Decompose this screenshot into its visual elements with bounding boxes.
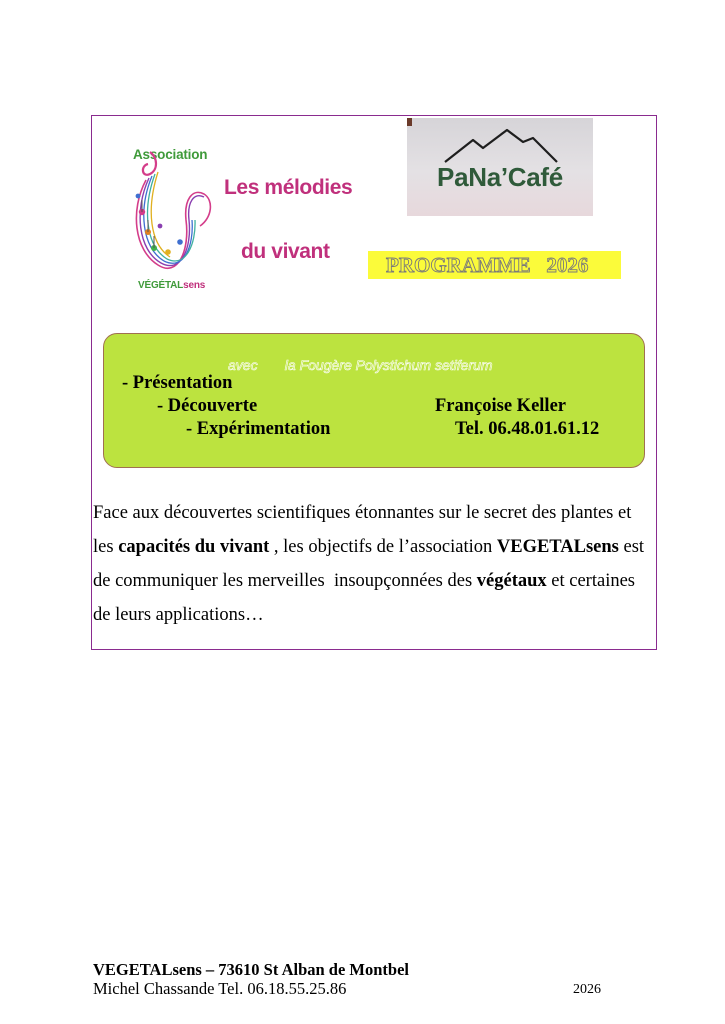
intro-paragraph xyxy=(93,496,653,632)
photo-corner-accent xyxy=(407,118,412,126)
logo-sens-part: sens xyxy=(183,280,206,291)
program-item-experimentation: - Expérimentation xyxy=(186,419,331,439)
mountain-icon xyxy=(443,128,559,164)
footer-year: 2026 xyxy=(573,982,601,997)
intro-text-3: est de communiquer les merveilles insoupçonnées des xyxy=(93,537,649,591)
footer-contact: Michel Chassande Tel. 06.18.55.25.86 xyxy=(93,979,347,998)
title-line-1: Les mélodies xyxy=(224,176,353,199)
pana-cafe-name: PaNa’Café xyxy=(437,162,563,192)
programme-banner xyxy=(368,251,621,279)
intro-text-1: Face aux découvertes scientifiques étonnantes sur le secret des plantes et les xyxy=(93,503,632,557)
footer-organization: VEGETALsens – 73610 St Alban de Montbel xyxy=(93,960,409,979)
title-line-2: du vivant xyxy=(241,240,330,263)
contact-phone: Tel. 06.48.01.61.12 xyxy=(455,419,600,439)
program-subtitle: avec la Fougère Polystichum setiferum xyxy=(228,357,493,373)
intro-text-4: et certaines de leurs applications… xyxy=(93,571,635,625)
pana-cafe-logo xyxy=(407,118,593,216)
logo-vegetalsens-text xyxy=(138,280,205,291)
programme-banner-text: PROGRAMME 2026 xyxy=(386,253,589,277)
intro-text-2: , les objectifs de l’association xyxy=(269,537,497,557)
contact-name: Françoise Keller xyxy=(435,396,566,416)
logo-vegetal-part: VÉGÉTAL xyxy=(138,280,184,291)
program-item-presentation: - Présentation xyxy=(122,373,233,393)
logo-association-text: Association xyxy=(133,147,208,162)
intro-bold-capacites: capacités du vivant xyxy=(118,537,270,557)
intro-bold-vegetalsens: VEGETALsens xyxy=(496,537,619,557)
music-staff-logo-icon xyxy=(128,140,218,298)
intro-bold-vegetaux: végétaux xyxy=(476,571,547,591)
program-item-decouverte: - Découverte xyxy=(157,396,258,416)
